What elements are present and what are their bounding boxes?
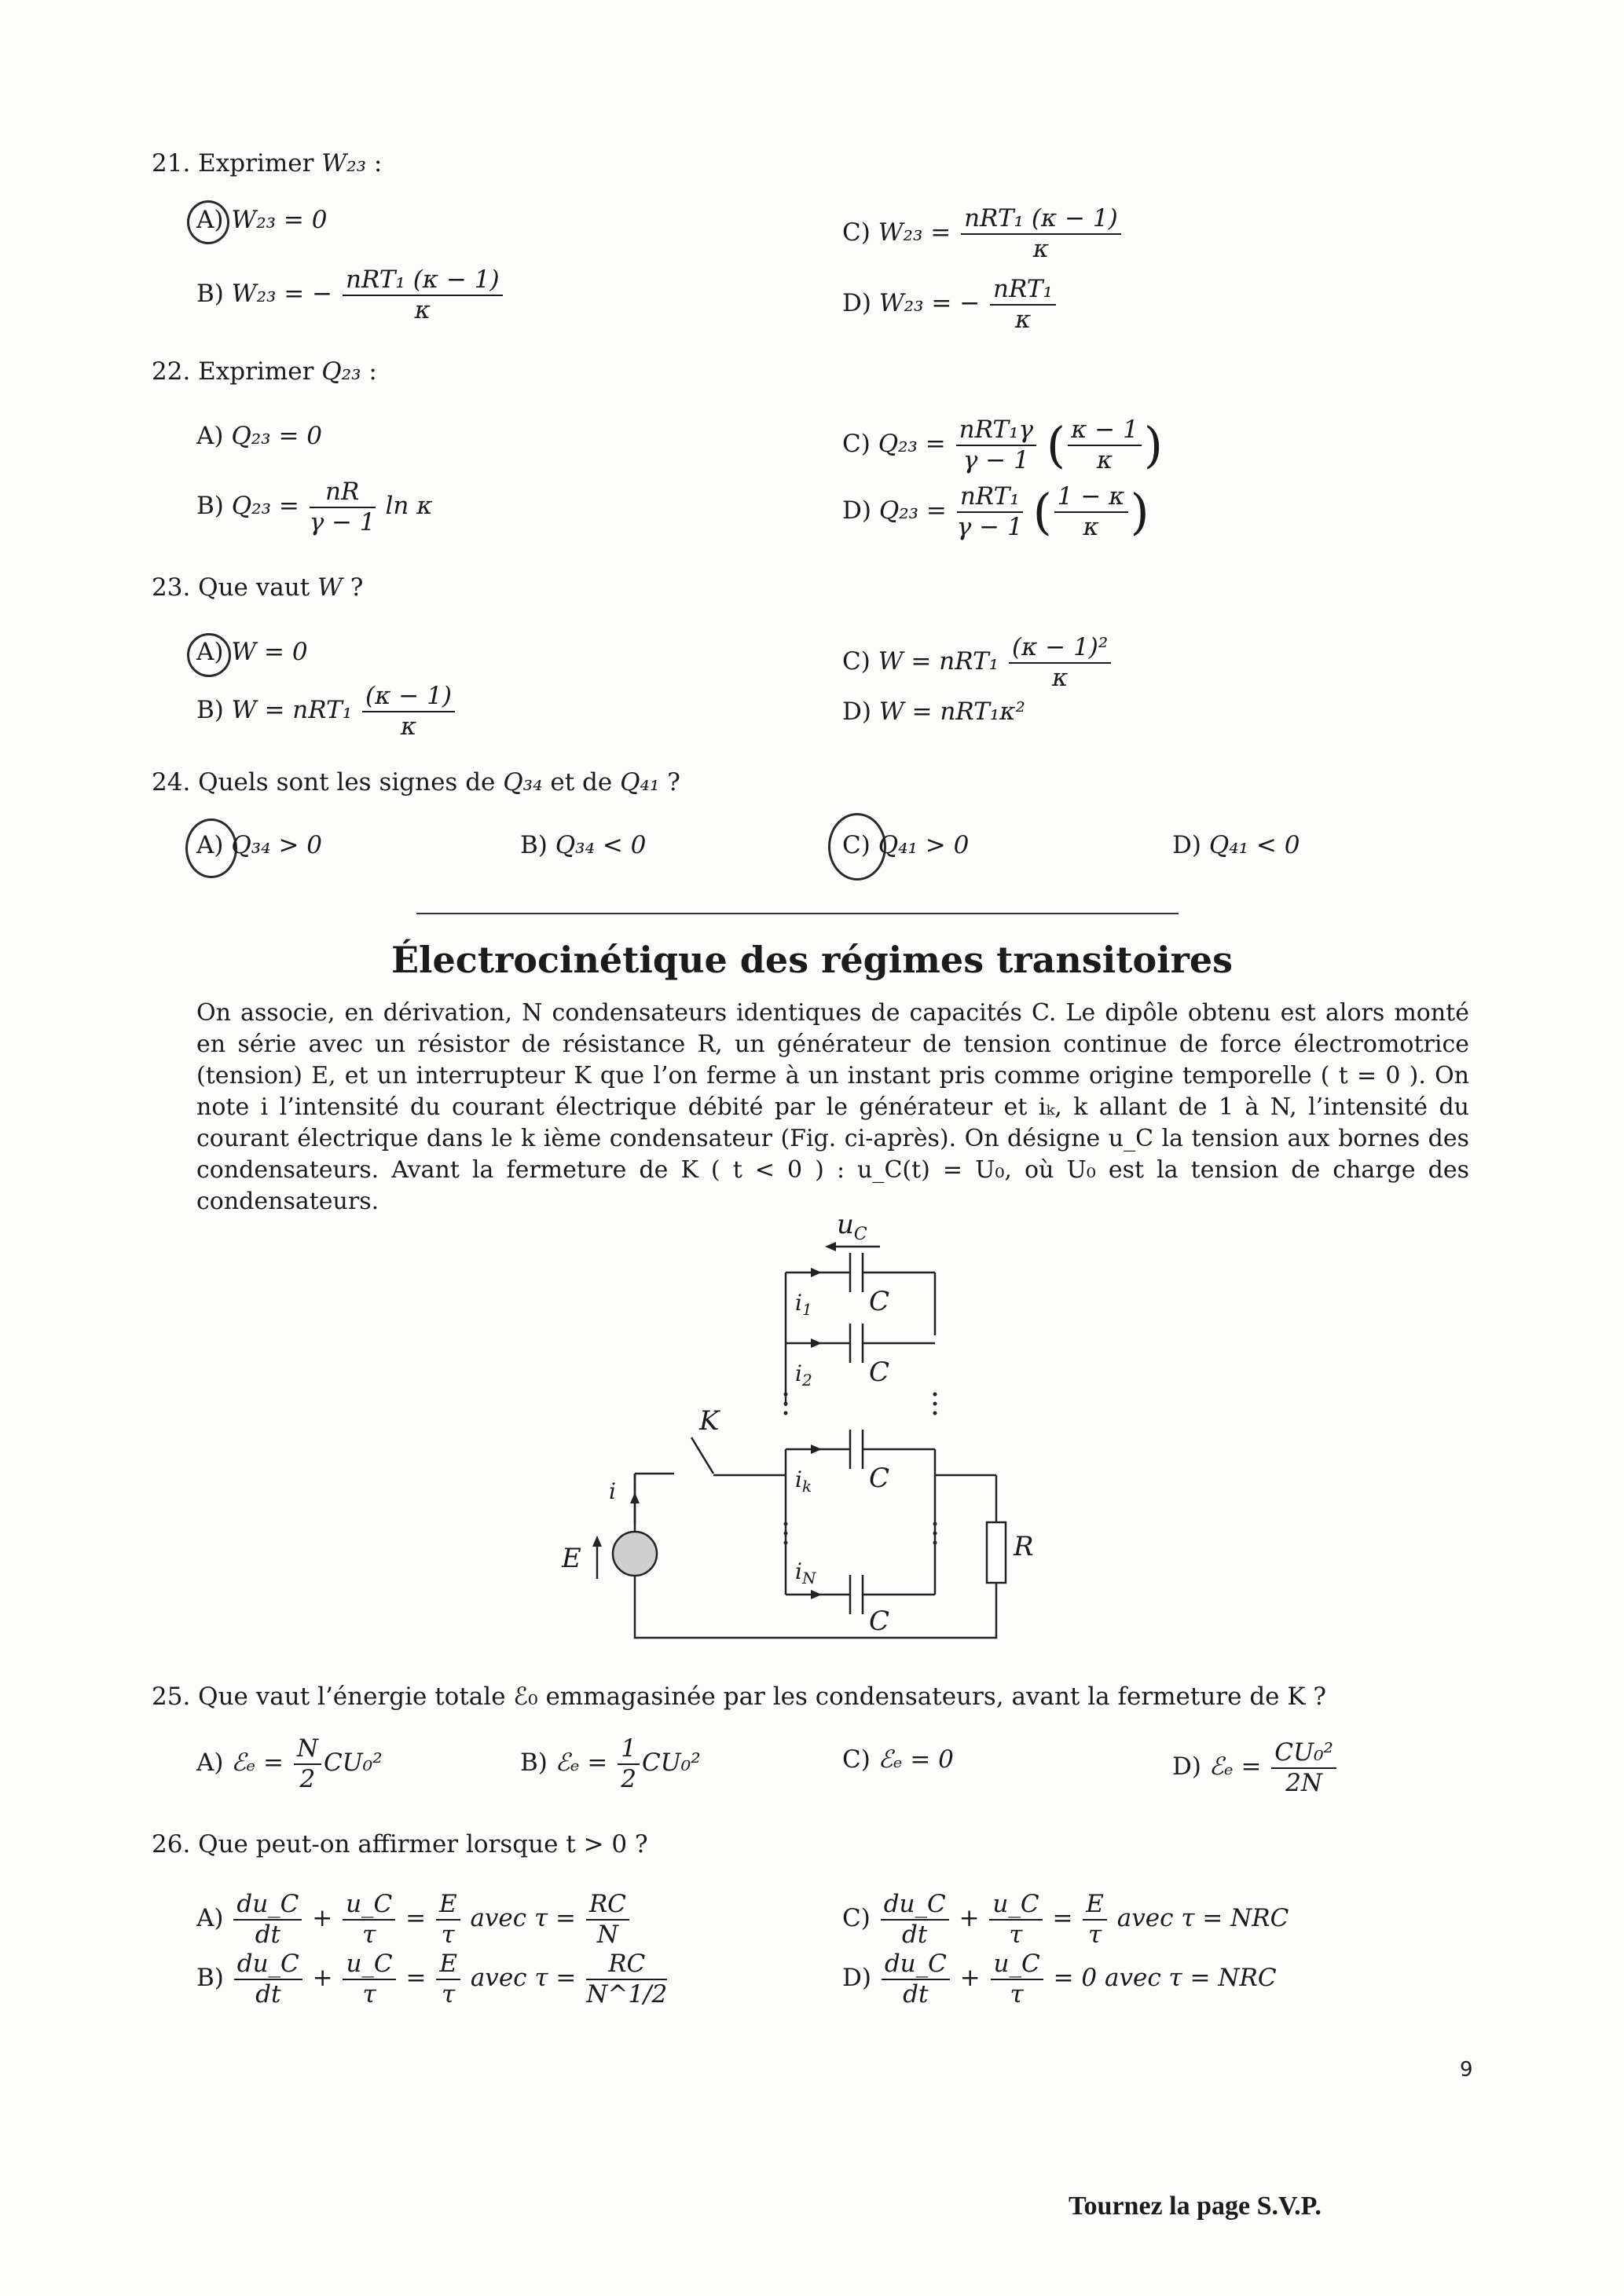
q21-option-b[interactable]: B) W₂₃ = − $\frac{\text{nRT₁ (κ − 1)}}{\kappa}$ (196, 267, 505, 323)
circuit-wire-bottom (635, 1474, 996, 1638)
q21-option-a[interactable]: A) W₂₃ = 0 (196, 206, 328, 234)
i2-arrowhead (811, 1338, 822, 1348)
footer-note: Tournez la page S.V.P. (1069, 2192, 1322, 2221)
label-i1: $i_1$ (795, 1290, 812, 1319)
label-i2: $i_2$ (795, 1360, 812, 1390)
label-ik: $i_k$ (795, 1467, 812, 1496)
label-cn: C (869, 1606, 890, 1637)
q22-option-c[interactable]: C) Q₂₃ = $\frac{\text{nRT₁γ}}{\gamma - 1}$ ( $\frac{\kappa - 1}{\kappa}$ ) (842, 415, 1164, 474)
q23-option-b[interactable]: B) W = nRT₁ $\frac{(\kappa - 1)}{\kappa}$ (196, 683, 457, 739)
q21-stem: 21. Exprimer W₂₃ : (152, 149, 383, 178)
q25-option-d[interactable]: D) ℰₑ = $\frac{\text{CU₀²}}{2N}$ (1172, 1740, 1339, 1796)
q24-stem: 24. Quels sont les signes de Q₃₄ et de Q₄₁ ? (152, 768, 680, 796)
q22-stem: 22. Exprimer Q₂₃ : (152, 357, 377, 386)
q23-stem: 23. Que vaut W ? (152, 573, 364, 602)
q22-option-d[interactable]: D) Q₂₃ = $\frac{\text{nRT₁}}{\gamma - 1}$ ( $\frac{1 - \kappa}{\kappa}$ ) (842, 482, 1149, 541)
q21-option-d[interactable]: D) W₂₃ = − $\frac{\text{nRT₁}}{\kappa}$ (842, 276, 1058, 332)
q22-option-b[interactable]: B) Q₂₃ = $\frac{nR}{\gamma - 1}$ ln κ (196, 478, 433, 536)
q21-option-c[interactable]: C) W₂₃ = $\frac{\text{nRT₁ (κ − 1)}}{\kappa}$ (842, 206, 1124, 262)
q26-option-c[interactable]: C) $\frac{du\_C}{dt}$ + $\frac{u\_C}{\tau}$ = $\frac{E}{\tau}$ avec τ = NRC (842, 1890, 1289, 1949)
label-k: K (699, 1405, 720, 1437)
label-in: $i_N$ (795, 1558, 816, 1587)
resistor-r (987, 1522, 1006, 1583)
q24-option-a[interactable]: A) Q₃₄ > 0 (196, 831, 323, 859)
label-c1: C (869, 1286, 890, 1317)
section-title: Électrocinétique des régimes transitoires (390, 939, 1234, 981)
q25-option-b[interactable]: B) ℰₑ = $\frac{1}{2}$ CU₀² (520, 1734, 701, 1793)
label-ck: C (869, 1463, 890, 1494)
q24-option-b[interactable]: B) Q₃₄ < 0 (520, 831, 647, 859)
switch-k (691, 1437, 713, 1474)
q26-option-d[interactable]: D) $\frac{du\_C}{dt}$ + $\frac{u\_C}{\tau}$ = 0 avec τ = NRC (842, 1950, 1277, 2009)
q25-stem: 25. Que vaut l’énergie totale ℰ₀ emmagasinée par les condensateurs, avant la fermeture de K ? (152, 1683, 1326, 1711)
q23-option-d[interactable]: D) W = nRT₁κ² (842, 698, 1025, 726)
i-arrowhead (630, 1492, 640, 1503)
e-arrowhead (592, 1536, 602, 1547)
q24-option-d[interactable]: D) Q₄₁ < 0 (1172, 831, 1300, 859)
q26-option-b[interactable]: B) $\frac{du\_C}{dt}$ + $\frac{u\_C}{\tau}$ = $\frac{E}{\tau}$ avec τ = $\frac{RC}{N\^{}1/2}$ (196, 1950, 668, 2009)
q23-option-c[interactable]: C) W = nRT₁ $\frac{\text{(κ − 1)²}}{\kappa}$ (842, 635, 1113, 690)
label-i: i (609, 1478, 616, 1504)
q22-option-a[interactable]: A) Q₂₃ = 0 (196, 422, 323, 450)
label-e: E (562, 1543, 581, 1574)
in-arrowhead (811, 1590, 822, 1599)
q25-option-c[interactable]: C) ℰₑ = 0 (842, 1745, 954, 1774)
q23-option-a[interactable]: A) W = 0 (196, 638, 308, 666)
page-number: 9 (1460, 2058, 1473, 2082)
label-r: R (1014, 1531, 1034, 1562)
label-c2: C (869, 1357, 890, 1388)
q26-option-a[interactable]: A) $\frac{du\_C}{dt}$ + $\frac{u\_C}{\tau}$ = $\frac{E}{\tau}$ avec τ = $\frac{RC}{N}$ (196, 1891, 632, 1947)
q25-option-a[interactable]: A) ℰₑ = $\frac{N}{2}$ CU₀² (196, 1734, 383, 1793)
q26-stem: 26. Que peut-on affirmer lorsque t > 0 ? (152, 1830, 648, 1858)
label-uc: $u_C$ (837, 1209, 867, 1244)
i1-arrowhead (811, 1268, 822, 1277)
uc-arrowhead (825, 1242, 836, 1251)
q24-option-c[interactable]: C) Q₄₁ > 0 (842, 831, 970, 859)
ik-arrowhead (811, 1445, 822, 1454)
generator-e (613, 1532, 657, 1576)
section-paragraph: On associe, en dérivation, N condensateurs identiques de capacités C. Le dipôle obtenu est alors monté en série avec un résistor de résistance R, un générateur de tension continue de force électromotrice (tension) E, et un interrupteur K que l’on ferme à un instant pris comme origine temporelle ( t = 0 ). On note i l’intensité du courant électrique débité par le générateur et iₖ, k allant de 1 à N, l’intensité du courant électrique dans le k ième condensateur (Fig. ci-après). On désigne u_C la tension aux bornes des condensateurs. Avant la fermeture de K ( t < 0 ) : u_C(t) = U₀, où U₀ est la tension de charge des condensateurs. (196, 999, 1469, 1215)
